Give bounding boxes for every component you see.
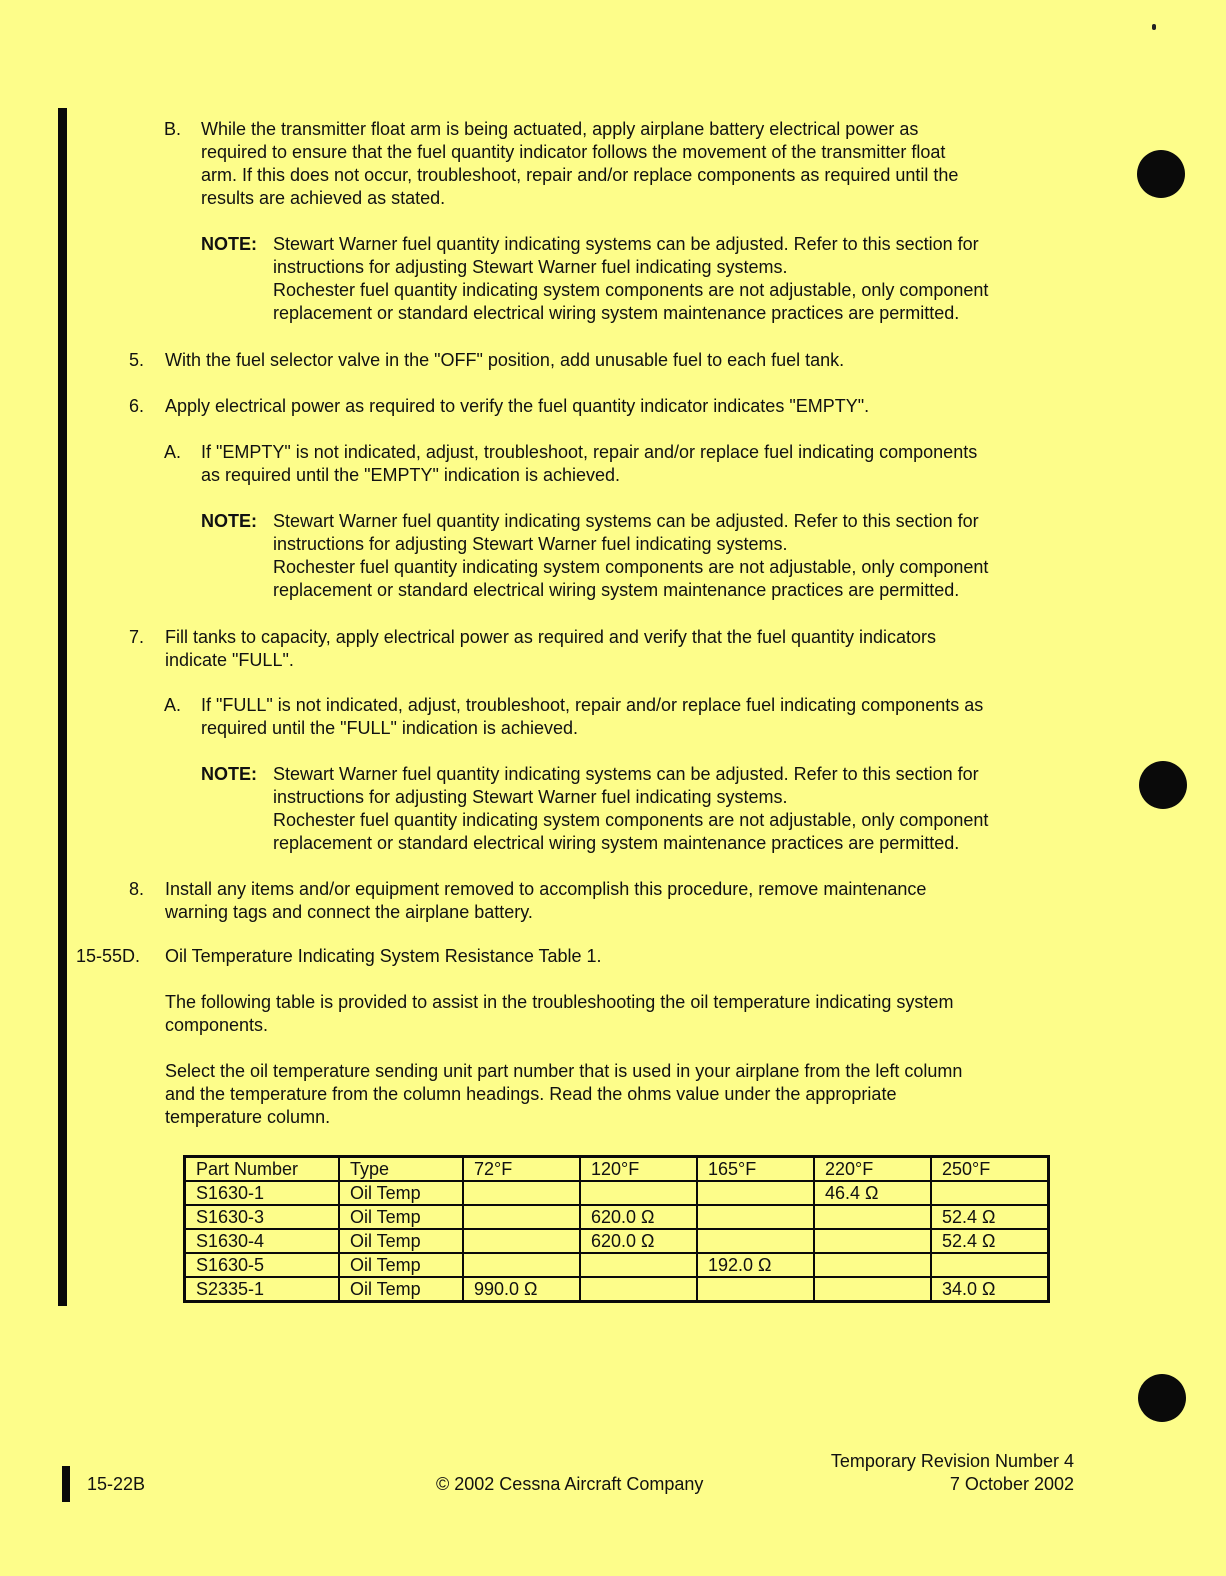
table-cell (697, 1229, 814, 1253)
section-title: Oil Temperature Indicating System Resistance Table 1. (165, 946, 602, 966)
step-b-line: arm. If this does not occur, troubleshoot, repair and/or replace components as required until the (201, 165, 959, 185)
table-cell (463, 1253, 580, 1277)
table-row (185, 1181, 1049, 1205)
table-cell: S1630-3 (185, 1205, 340, 1229)
table-cell (814, 1205, 931, 1229)
note-line: Rochester fuel quantity indicating system components are not adjustable, only component (273, 557, 989, 577)
note-2-heading: NOTE: (201, 511, 257, 531)
table-cell: 34.0 Ω (931, 1277, 1049, 1302)
table-cell: Oil Temp (339, 1277, 463, 1302)
step-5-line: With the fuel selector valve in the "OFF" position, add unusable fuel to each fuel tank. (165, 350, 845, 370)
header-250f: 250°F (931, 1157, 1049, 1182)
paragraph-line: The following table is provided to assist in the troubleshooting the oil temperature indicating system (165, 992, 954, 1012)
table-cell (580, 1181, 697, 1205)
step-7-text (165, 626, 936, 672)
revision-bar (58, 108, 67, 1306)
table-cell: 52.4 Ω (931, 1205, 1049, 1229)
note-line: Rochester fuel quantity indicating system components are not adjustable, only component (273, 810, 989, 830)
table-cell: S1630-1 (185, 1181, 340, 1205)
table-row (185, 1205, 1049, 1229)
table-cell: Oil Temp (339, 1229, 463, 1253)
table-cell: Oil Temp (339, 1205, 463, 1229)
header-165f: 165°F (697, 1157, 814, 1182)
resistance-table (183, 1155, 1050, 1303)
footer-revision-bar (62, 1466, 70, 1502)
step-6a-label: A. (164, 442, 182, 462)
table-cell: 52.4 Ω (931, 1229, 1049, 1253)
header-120f: 120°F (580, 1157, 697, 1182)
step-b-label: B. (164, 119, 182, 139)
step-6a-line: as required until the "EMPTY" indication is achieved. (201, 465, 620, 485)
section-paragraph-2 (165, 1060, 962, 1129)
note-3-heading: NOTE: (201, 764, 257, 784)
step-8-text (165, 878, 926, 924)
binder-hole-middle (1139, 761, 1187, 809)
table-cell: 46.4 Ω (814, 1181, 931, 1205)
note-line: replacement or standard electrical wiring system maintenance practices are permitted. (273, 580, 960, 600)
copyright: © 2002 Cessna Aircraft Company (436, 1474, 704, 1494)
step-7-line: indicate "FULL". (165, 650, 294, 670)
note-line: instructions for adjusting Stewart Warner fuel indicating systems. (273, 257, 788, 277)
header-220f: 220°F (814, 1157, 931, 1182)
table-header-row (185, 1157, 1049, 1182)
step-b-line: required to ensure that the fuel quantity indicator follows the movement of the transmitter float (201, 142, 946, 162)
table-cell: Oil Temp (339, 1253, 463, 1277)
table-cell (931, 1181, 1049, 1205)
note-line: Stewart Warner fuel quantity indicating systems can be adjusted. Refer to this section for (273, 234, 979, 254)
section-number: 15-55D. (76, 946, 141, 966)
binder-hole-bottom (1138, 1374, 1186, 1422)
note-1-heading: NOTE: (201, 234, 257, 254)
paragraph-line: and the temperature from the column headings. Read the ohms value under the appropriate (165, 1084, 897, 1104)
page-number: 15-22B (87, 1474, 146, 1494)
step-7a-line: If "FULL" is not indicated, adjust, troubleshoot, repair and/or replace fuel indicating components as (201, 695, 984, 715)
step-6a-line: If "EMPTY" is not indicated, adjust, troubleshoot, repair and/or replace fuel indicating components (201, 442, 978, 462)
revision-date: 7 October 2002 (949, 1474, 1074, 1494)
step-7a-label: A. (164, 695, 182, 715)
note-3-text (273, 763, 988, 855)
section-paragraph-1 (165, 991, 953, 1037)
table-cell (697, 1181, 814, 1205)
step-7a-text (201, 694, 983, 740)
step-8-line: warning tags and connect the airplane battery. (165, 902, 533, 922)
step-7-label: 7. (129, 627, 145, 647)
table-row (185, 1277, 1049, 1302)
step-6-text (165, 395, 869, 418)
step-6a-text (201, 441, 977, 487)
step-5-label: 5. (129, 350, 145, 370)
note-line: replacement or standard electrical wiring system maintenance practices are permitted. (273, 833, 960, 853)
table-row (185, 1253, 1049, 1277)
table-cell: 192.0 Ω (697, 1253, 814, 1277)
step-7-line: Fill tanks to capacity, apply electrical power as required and verify that the fuel quantity indicators (165, 627, 937, 647)
note-line: Rochester fuel quantity indicating system components are not adjustable, only component (273, 280, 989, 300)
table-cell (580, 1277, 697, 1302)
table-cell (580, 1253, 697, 1277)
note-line: Stewart Warner fuel quantity indicating systems can be adjusted. Refer to this section for (273, 511, 979, 531)
table-cell: 620.0 Ω (580, 1229, 697, 1253)
note-line: instructions for adjusting Stewart Warner fuel indicating systems. (273, 787, 788, 807)
table-cell (814, 1229, 931, 1253)
note-line: replacement or standard electrical wiring system maintenance practices are permitted. (273, 303, 960, 323)
table-cell: 620.0 Ω (580, 1205, 697, 1229)
header-72f: 72°F (463, 1157, 580, 1182)
step-8-label: 8. (129, 879, 145, 899)
table-cell (463, 1181, 580, 1205)
step-b-line: While the transmitter float arm is being actuated, apply airplane battery electrical power as (201, 119, 919, 139)
step-b-text (201, 118, 958, 210)
table-cell: S2335-1 (185, 1277, 340, 1302)
header-part-number: Part Number (185, 1157, 340, 1182)
step-b-line: results are achieved as stated. (201, 188, 446, 208)
table-cell: 990.0 Ω (463, 1277, 580, 1302)
table-cell (814, 1253, 931, 1277)
table-row (185, 1229, 1049, 1253)
binder-hole-top (1137, 150, 1185, 198)
table-cell (463, 1229, 580, 1253)
step-8-line: Install any items and/or equipment removed to accomplish this procedure, remove maintenance (165, 879, 927, 899)
step-5-text (165, 349, 844, 372)
table-cell: S1630-5 (185, 1253, 340, 1277)
note-2-text (273, 510, 988, 602)
paragraph-line: temperature column. (165, 1107, 331, 1127)
note-line: instructions for adjusting Stewart Warner fuel indicating systems. (273, 534, 788, 554)
table-cell (931, 1253, 1049, 1277)
table-cell: Oil Temp (339, 1181, 463, 1205)
paragraph-line: components. (165, 1015, 269, 1035)
revision-block (831, 1450, 1074, 1496)
step-7a-line: required until the "FULL" indication is achieved. (201, 718, 578, 738)
table-cell: S1630-4 (185, 1229, 340, 1253)
table-cell (814, 1277, 931, 1302)
note-line: Stewart Warner fuel quantity indicating systems can be adjusted. Refer to this section for (273, 764, 979, 784)
header-type: Type (339, 1157, 463, 1182)
paragraph-line: Select the oil temperature sending unit part number that is used in your airplane from the left column (165, 1061, 963, 1081)
revision-number: Temporary Revision Number 4 (830, 1451, 1074, 1471)
table-cell (463, 1205, 580, 1229)
table-cell (697, 1205, 814, 1229)
table-cell (697, 1277, 814, 1302)
scan-speck (1152, 24, 1156, 30)
step-6-line: Apply electrical power as required to verify the fuel quantity indicator indicates "EMPTY". (165, 396, 870, 416)
note-1-text (273, 233, 988, 325)
step-6-label: 6. (129, 396, 145, 416)
